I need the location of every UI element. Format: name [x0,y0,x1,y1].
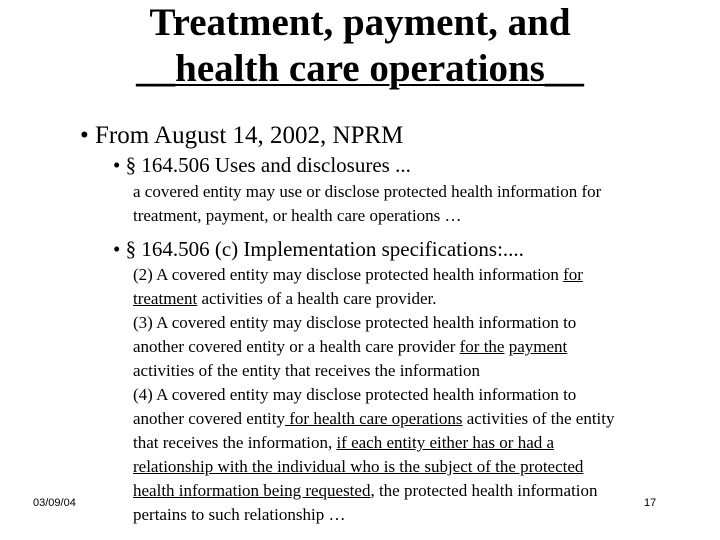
impl-line-6: (4) A covered entity may disclose protected health information to [133,385,577,404]
bullet-implementation-specs: • § 164.506 (c) Implementation specifications:.... [113,237,524,261]
underlined-treatment: treatment [133,289,198,308]
impl-line-1 [133,263,698,287]
impl-line-10 [133,479,698,503]
underlined-payment: payment [508,337,568,356]
underlined-health-care-operations: for health care operations [285,409,463,428]
bullet-uses-disclosures: • § 164.506 Uses and disclosures ... [113,153,411,177]
underlined-if-each-entity: if each entity either has or had a [336,433,555,452]
impl-line-7 [133,407,698,431]
underlined-relationship: relationship with the individual who is the subject of the protected [133,457,584,476]
bullet-nprm: • From August 14, 2002, NPRM [80,122,404,149]
impl-text-7a: another covered entity [133,409,285,428]
footer-date: 03/09/04 [33,497,76,509]
impl-text-2b: activities of a health care provider. [197,289,437,308]
uses-paragraph [133,180,698,228]
impl-line-3: (3) A covered entity may disclose protected health information to [133,313,577,332]
title-line-1: Treatment, payment, and [149,1,571,44]
impl-text-4a: another covered entity or a health care provider [133,337,460,356]
title-line-2: __health care operations__ [136,47,584,90]
impl-text-8a: that receives the information, [133,433,337,452]
impl-line-4 [133,335,698,359]
slide-title [0,0,720,92]
uses-line-1: a covered entity may use or disclose protected health information for [133,182,602,201]
impl-line-9 [133,455,698,479]
impl-text-10b: , the protected health information [370,481,598,500]
impl-text-7b: activities of the entity [462,409,615,428]
impl-text-2a: (2) A covered entity may disclose protected health information [133,265,564,284]
page-number: 17 [644,497,657,509]
impl-line-11: pertains to such relationship … [133,505,346,524]
underlined-for: for [563,265,583,284]
uses-line-2: treatment, payment, or health care operations … [133,206,462,225]
underlined-being-requested: health information being requested [133,481,371,500]
impl-line-5: activities of the entity that receives the information [133,361,480,380]
implementation-paragraph [133,263,698,527]
impl-line-8 [133,431,698,455]
impl-line-2 [133,287,698,311]
underlined-for-the: for the [459,337,505,356]
